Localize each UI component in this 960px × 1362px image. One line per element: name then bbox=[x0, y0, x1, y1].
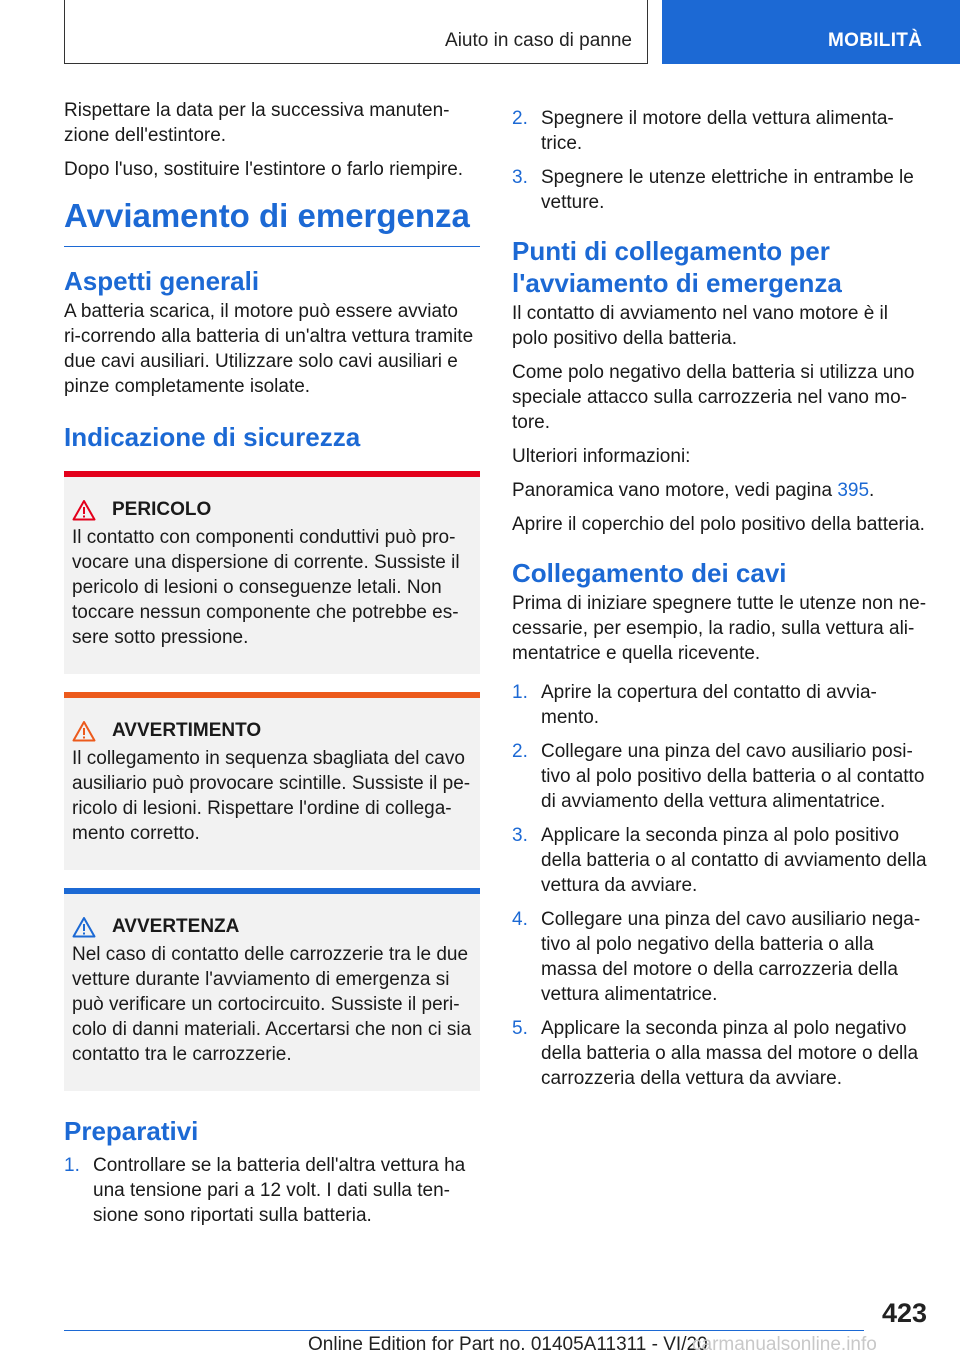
header-section-title: Aiuto in caso di panne bbox=[445, 30, 632, 51]
warning-text: Il collegamento in sequenza sbagliata del cavo ausiliario può provocare scintille. Sussiste il pe-ricolo di lesioni. Rispettare l'ordine di collega-mento corretto. bbox=[72, 748, 471, 844]
paragraph: Il contatto di avviamento nel vano motore è il polo positivo della batteria. bbox=[512, 303, 888, 349]
danger-title: PERICOLO bbox=[112, 499, 212, 520]
intro-paragraph: Dopo l'uso, sostituire l'estintore o farlo riempire. bbox=[64, 159, 464, 180]
list-item: 4. Collegare una pinza del cavo ausiliario nega-tivo al polo negativo della batteria o alla massa del motore o della carrozzeria della vettura alimentatrice. bbox=[512, 909, 921, 1005]
list-item: 5. Applicare la seconda pinza al polo negativo della batteria o alla massa del motore o della carrozzeria della vettura da avviare. bbox=[512, 1018, 919, 1089]
list-item: 2. Collegare una pinza del cavo ausiliario posi-tivo al polo positivo della batteria o al contatto di avviamento della vettura alimentatrice. bbox=[512, 741, 925, 812]
list-item: 3. Spegnere le utenze elettriche in entrambe le vetture. bbox=[512, 167, 914, 213]
reference-paragraph: Panoramica vano motore, vedi pagina 395. bbox=[512, 480, 875, 501]
warning-triangle-icon bbox=[72, 499, 112, 521]
caution-text: Nel caso di contatto delle carrozzerie tra le due vetture durante l'avviamento di emergenza si può verificare un cortocircuito. Sussiste il peri-colo di danni materiali. Accertarsi che non ci sia contatto tra le carrozzerie. bbox=[72, 944, 472, 1065]
subheading-preparation: Preparativi bbox=[64, 1116, 199, 1146]
page-number: 423 bbox=[881, 1298, 927, 1328]
list-item: 2. Spegnere il motore della vettura alimenta-trice. bbox=[512, 108, 894, 154]
preparation-list-continued bbox=[512, 106, 928, 215]
footer-divider bbox=[64, 1330, 864, 1331]
general-paragraph: A batteria scarica, il motore può essere avviato ri-correndo alla batteria di un'altra vettura tramite due cavi ausiliari. Utilizzare solo cavi ausiliari e pinze completamente isolate. bbox=[64, 301, 474, 397]
list-item: 1. Aprire la copertura del contatto di avvia-mento. bbox=[512, 682, 877, 728]
caution-title: AVVERTENZA bbox=[112, 916, 240, 937]
warning-title: AVVERTIMENTO bbox=[112, 720, 262, 741]
section-heading: Avviamento di emergenza bbox=[64, 194, 480, 247]
danger-box bbox=[64, 471, 480, 674]
cables-list bbox=[512, 680, 928, 1091]
list-item: 1. Controllare se la batteria dell'altra vettura ha una tensione pari a 12 volt. I dati sulla ten-sione sono riportati sulla batteria. bbox=[64, 1155, 466, 1226]
danger-text: Il contatto con componenti conduttivi può pro-vocare una dispersione di corrente. Sussiste il pericolo di lesioni o conseguenze letali. Non toccare nessun componente che potrebbe es-sere sotto pressione. bbox=[72, 527, 460, 648]
paragraph: Come polo negativo della batteria si utilizza uno speciale attacco sulla carrozzeria nel vano mo-tore. bbox=[512, 362, 915, 433]
subheading-safety: Indicazione di sicurezza bbox=[64, 422, 361, 452]
subheading-general: Aspetti generali bbox=[64, 266, 260, 296]
warning-triangle-icon bbox=[72, 720, 112, 742]
list-item: 3. Applicare la seconda pinza al polo positivo della batteria o al contatto di avviamento della vettura da avviare. bbox=[512, 825, 927, 896]
warning-triangle-icon bbox=[72, 916, 112, 938]
paragraph: Aprire il coperchio del polo positivo della batteria. bbox=[512, 514, 925, 535]
page-reference-link[interactable]: 395 bbox=[837, 480, 870, 501]
footer-watermark: carmanualsonline.info bbox=[692, 1334, 877, 1355]
cables-intro: Prima di iniziare spegnere tutte le utenze non ne-cessarie, per esempio, la radio, sulla vettura ali-mentatrice e quella ricevente. bbox=[512, 593, 927, 664]
right-column bbox=[512, 98, 928, 1100]
left-column bbox=[64, 98, 480, 1237]
caution-box bbox=[64, 888, 480, 1091]
subheading-connection-points: Punti di collegamento per l'avviamento di emergenza bbox=[512, 236, 842, 298]
warning-box bbox=[64, 692, 480, 870]
footer-edition: Online Edition for Part no. 01405A11311 - VI/20 bbox=[308, 1334, 708, 1355]
intro-paragraph: Rispettare la data per la successiva manuten-zione dell'estintore. bbox=[64, 100, 450, 146]
header-chapter-tab[interactable]: MOBILITÀ bbox=[662, 0, 960, 64]
paragraph: Ulteriori informazioni: bbox=[512, 446, 691, 467]
subheading-cables: Collegamento dei cavi bbox=[512, 558, 787, 588]
preparation-list bbox=[64, 1153, 480, 1228]
